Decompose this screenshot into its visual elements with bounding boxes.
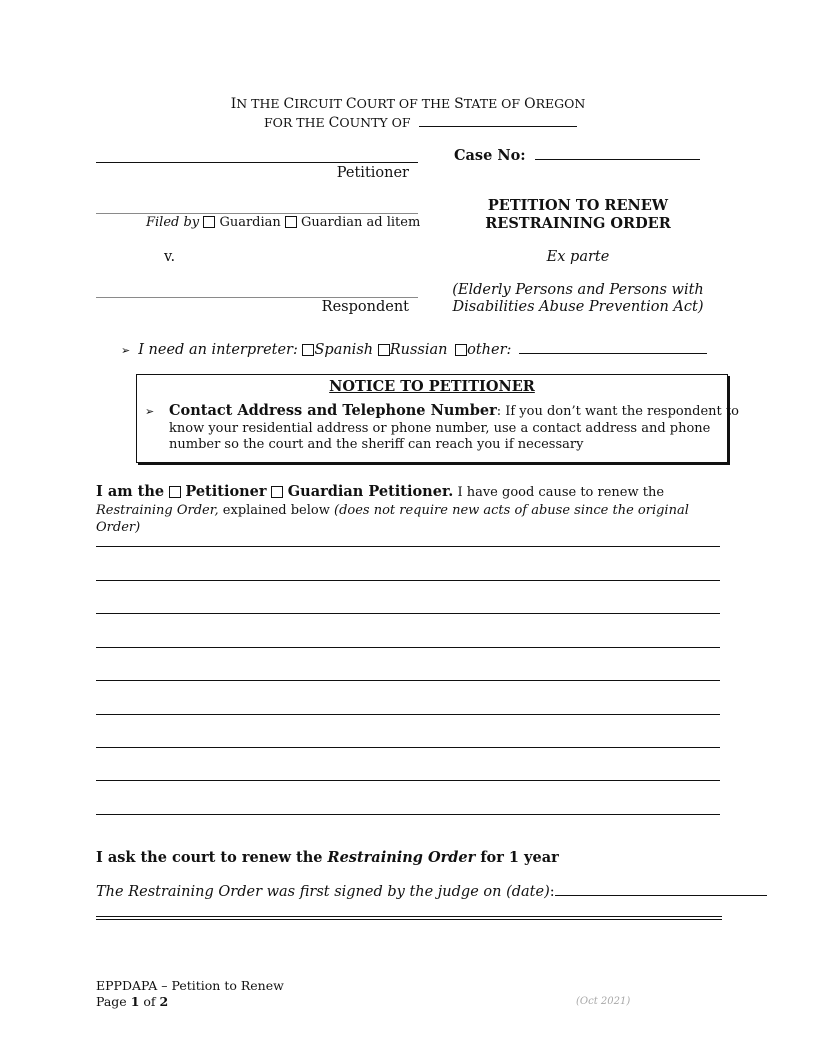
filed-by-name-line[interactable] bbox=[96, 213, 418, 214]
notice-heading: NOTICE TO PETITIONER bbox=[329, 378, 535, 395]
spanish-checkbox[interactable] bbox=[302, 344, 314, 356]
renew-request: I ask the court to renew the Restraining Order for 1 year bbox=[96, 849, 559, 866]
explanation-line[interactable] bbox=[96, 613, 720, 614]
ex-parte-label: Ex parte bbox=[546, 249, 610, 265]
first-signed-date-row: The Restraining Order was first signed by the judge on (date): bbox=[96, 883, 767, 900]
good-cause-statement: I am the Petitioner Guardian Petitioner. I have good cause to renew the Restraining Order, explained below (does not require new acts of abuse since the original Order) bbox=[96, 483, 689, 535]
first-signed-date-field[interactable] bbox=[555, 883, 767, 896]
bullet-arrow-icon: ➢ bbox=[121, 344, 131, 357]
explanation-line[interactable] bbox=[96, 680, 720, 681]
explanation-line[interactable] bbox=[96, 546, 720, 547]
explanation-line[interactable] bbox=[96, 780, 720, 781]
explanation-line[interactable] bbox=[96, 647, 720, 648]
russian-checkbox[interactable] bbox=[378, 344, 390, 356]
act-name-line2: Disabilities Abuse Prevention Act) bbox=[452, 299, 704, 315]
filed-by-row: Filed by Guardian Guardian ad litem bbox=[146, 215, 421, 230]
county-field[interactable] bbox=[419, 114, 577, 127]
notice-text: ➢ Contact Address and Telephone Number: If you don’t want the respondent to know your residential address or phone number, use a contact address and phone number so the court and the sheriff can reach you if necessary bbox=[145, 402, 739, 452]
explanation-line[interactable] bbox=[96, 714, 720, 715]
explanation-line[interactable] bbox=[96, 580, 720, 581]
case-number: Case No: bbox=[454, 147, 700, 164]
explanation-line[interactable] bbox=[96, 814, 720, 815]
footer-page-number: Page 1 of 2 bbox=[96, 994, 169, 1009]
court-heading-line1: IN THE CIRCUIT COURT OF THE STATE OF OREGON bbox=[230, 96, 586, 112]
section-divider bbox=[96, 916, 722, 920]
respondent-label: Respondent bbox=[321, 299, 409, 315]
interpreter-row: ➢ I need an interpreter: Spanish Russian other: bbox=[121, 341, 707, 358]
case-number-field[interactable] bbox=[535, 147, 700, 160]
act-name-line1: (Elderly Persons and Persons with bbox=[452, 282, 704, 298]
footer-form-name: EPPDAPA – Petition to Renew bbox=[96, 978, 284, 993]
other-language-field[interactable] bbox=[519, 341, 707, 354]
bullet-arrow-icon: ➢ bbox=[145, 405, 155, 418]
document-title-line2: RESTRAINING ORDER bbox=[485, 215, 671, 232]
guardian-checkbox[interactable] bbox=[203, 216, 215, 228]
versus-label: v. bbox=[164, 249, 176, 265]
petitioner-name-line[interactable] bbox=[96, 162, 418, 163]
footer-revision: (Oct 2021) bbox=[576, 996, 631, 1007]
guardian-ad-litem-checkbox[interactable] bbox=[285, 216, 297, 228]
petitioner-label: Petitioner bbox=[336, 165, 409, 181]
other-language-checkbox[interactable] bbox=[455, 344, 467, 356]
explanation-line[interactable] bbox=[96, 747, 720, 748]
court-heading-line2: FOR THE COUNTY OF bbox=[264, 114, 577, 131]
petitioner-checkbox[interactable] bbox=[169, 486, 181, 498]
guardian-petitioner-checkbox[interactable] bbox=[271, 486, 283, 498]
respondent-name-line[interactable] bbox=[96, 297, 418, 298]
notice-box bbox=[136, 374, 739, 463]
document-title-line1: PETITION TO RENEW bbox=[487, 197, 669, 214]
